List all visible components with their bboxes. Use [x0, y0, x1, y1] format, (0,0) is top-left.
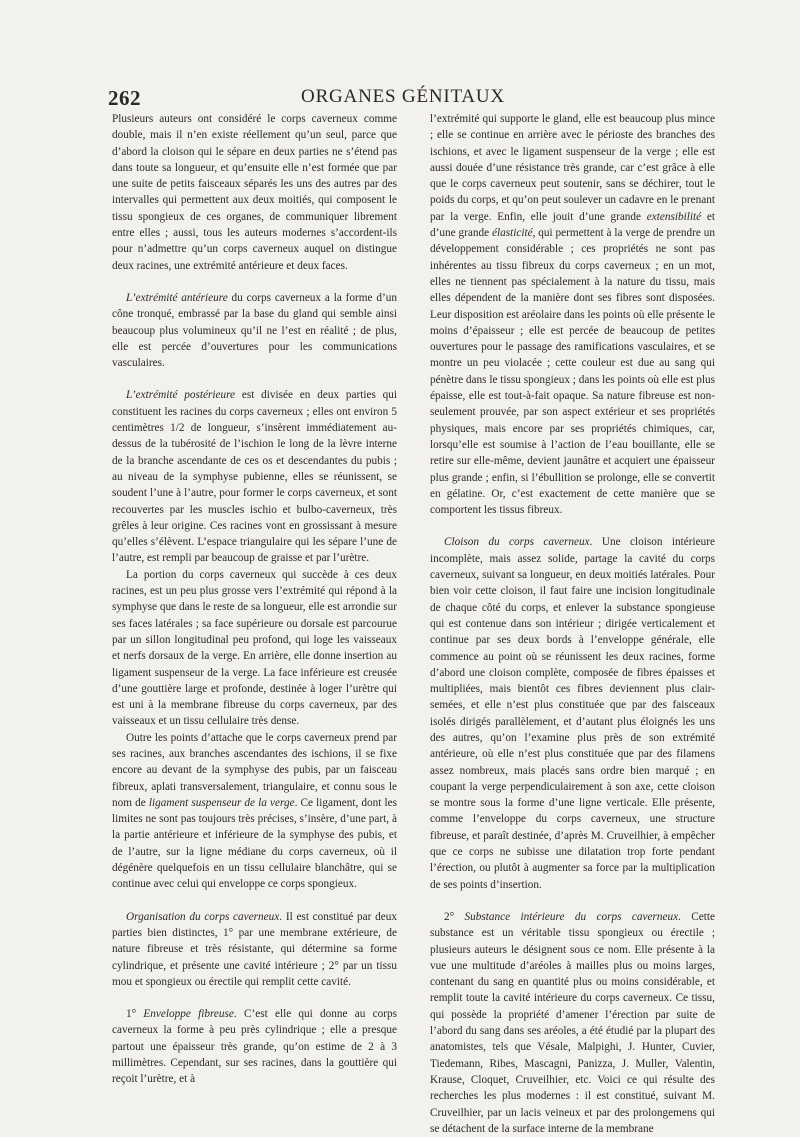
paragraph: L’extrémité postérieure est divisée en deux parties qui constituent les racines du corps caverneux ; elles ont environ 5 centimètres 1/2 de longueur, s’insèrent immédiatement au-dessus de la tubérosité de l’ischion le long de la lèvre interne de la branche ascendante de ces os et descendantes du pubis ; au niveau de la symphyse pubienne, elles se réunissent, se soudent l’une à l’autre, pour former le corps caverneux, et sont recouvertes par les muscles ischio et bulbo-caverneux, très grêles à leur origine. Ces racines vont en grossissant à mesure qu’elles s’élèvent. L’espace triangulaire qui les sépare l’une de l’autre, est rempli par beaucoup de graisse et par l’urètre. — [112, 389, 398, 565]
italic-term: extensibilité — [646, 210, 702, 223]
paragraph: l’extrémité qui supporte le gland, elle est beaucoup plus mince ; elle se continue en arrière avec le périoste des branches des ischions, et avec le ligament suspenseur de la verge ; elle est aussi douée d’une résistance très grande, car c’est grâce à elle que le corps caverneux peut soutenir, sans se déchirer, tout le poids du corps, et qu’on peut soulever un cadavre en le prenant par la verge. Enfin, elle jouit d’une grande extensibilité et d’une grande élasticité, qui permettent à la verge de prendre un développement considérable ; ces propriétés ne sont pas inhérentes au tissu fibreux du corps caverneux ; en un mot, elles ne tiennent pas spécialement à la nature du tissu, mais elles dépendent de la manière dont ses fibres sont disposées. Leur disposition est aréolaire dans les points où elle présente le moins d’épaisseur ; elle est percée de beaucoup de petites ouvertures pour le passage des ramifications vasculaires, et se montre un peu violacée ; cette couleur est due au sang qui pénètre dans le tissu spongieux ; dans les points où elle est plus épaisse, elle est tout-à-fait opaque. Sa nature fibreuse est non-seulement prouvée, par son aspect extérieur et ses propriétés physiques, mais encore par ses propriétés chimiques, car, lorsqu’elle est soumise à l’action de l’eau bouillante, elle se retire sur elle-même, devient jaunâtre et acquiert une épaisseur plus grande ; enfin, si l’ébullition se prolonge, elle se convertit en gélatine. Or, c’est exactement de cette manière que se comportent les tissus fibreux. — [430, 113, 716, 517]
italic-term: L’extrémité antérieure — [126, 291, 228, 304]
paragraph: Cloison du corps caverneux. Une cloison intérieure incomplète, mais assez solide, partage la cavité du corps caverneux, suivant sa longueur, en deux moitiés latérales. Pour bien voir cette cloison, il faut faire une incision longitudinale de chaque côté du corps, et enlever la substance spongieuse qui est contenue dans son intérieur ; dirigée verticalement et continue par ses deux bords à l’enveloppe générale, elle commence au point où se réunissent les deux racines, forme d’abord une cloison complète, composée de fibres épaisses et multipliées, mais bientôt ces fibres deviennent plus clair-semées, et elle n’est plus constituée que par des faisceaux isolés dirigés parallèlement, et d’autant plus éloignés les uns des autres, qu’on l’examine plus près de son extrémité antérieure, où elle n’est plus constituée que par des filamens assez nombreux, mais placés sans ordre bien marqué ; en coupant la verge perpendiculairement à son axe, cette cloison se montre sous la forme d’une ligne verticale. Elle présente, comme l’enveloppe du corps caverneux, une structure fibreuse, et paraît destinée, d’après M. Cruveilhier, à empêcher que ce corps ne subisse une dilatation trop forte pendant l’érection, ou plutôt à augmenter sa force par la multiplication de ses points d’insertion. — [430, 536, 716, 891]
left-column — [112, 111, 397, 1088]
italic-term: élasticité — [491, 227, 533, 240]
running-title: ORGANES GÉNITAUX — [301, 86, 505, 107]
paragraph: Plusieurs auteurs ont considéré le corps caverneux comme double, mais il n’en existe réellement qu’un seul, parce que d’abord la cloison qui le sépare en deux parties ne s’étend pas dans toute sa longueur, et qu’ensuite elle n’est formée que par une suite de petits faisceaux séparés les uns des autres par des intervalles qui permettent aux deux moitiés, qui composent le tissu spongieux de ces organes, de communiquer librement entre elles ; aussi, tous les auteurs modernes s’accordent-ils pour n’admettre qu’un corps caverneux auquel on distingue deux racines, une extrémité antérieure et deux faces. — [112, 113, 397, 272]
italic-term: L’extrémité postérieure — [126, 389, 236, 402]
italic-term: Enveloppe fibreuse — [143, 1008, 234, 1021]
italic-term: Organisation du corps caverneux — [126, 910, 280, 923]
paragraph: Organisation du corps caverneux. Il est constitué par deux parties bien distinctes, 1° par une membrane extérieure, de nature fibreuse et très résistante, qui détermine sa forme cylindrique, et présente une cavité intérieure ; 2° par un tissu mou et spongieux ou érectile qui remplit cette cavité. — [112, 910, 398, 988]
paragraph: L’extrémité antérieure du corps caverneux a la forme d’un cône tronqué, embrassé par la base du gland qui semble ainsi beaucoup plus volumineux qu’il ne l’est en réalité ; de plus, elle est percée d’ouvertures pour les communications vasculaires. — [112, 291, 397, 370]
paragraph: 1° Enveloppe fibreuse. C’est elle qui donne au corps caverneux la forme à peu près cylindrique ; elle a presque partout une épaisseur très grande, qu’on estime de 2 à 3 millimètres. Cependant, sur ses racines, dans la gouttière qui reçoit l’urètre, et à — [112, 1008, 398, 1086]
italic-term: Substance intérieure du corps caverneux — [464, 910, 679, 923]
page-header — [108, 86, 698, 110]
right-column — [430, 111, 715, 1137]
paragraph: La portion du corps caverneux qui succède à ces deux racines, est un peu plus grosse vers l’extrémité qui répond à la symphyse que dans le reste de sa longueur, elle est arrondie sur ses faces latérales ; sa face supérieure ou dorsale est parcourue par un sillon longitudinal peu profond, qui loge les vaisseaux et nerfs dorsaux de la verge. En arrière, elle donne insertion au ligament suspenseur de la verge. La face inférieure est creusée d’une gouttière large et profonde, destinée à loger l’urètre qui est uni à la membrane fibreuse du corps caverneux, par des vaisseaux et un tissu cellulaire très dense. — [112, 568, 397, 728]
italic-term: ligament suspenseur de la verge — [148, 796, 295, 809]
page-number: 262 — [108, 86, 141, 110]
italic-term: Cloison du corps caverneux — [444, 536, 590, 549]
paragraph: Outre les points d’attache que le corps caverneux prend par ses racines, aux branches ascendantes des ischions, il se fixe encore au devant de la symphyse des pubis, par un faisceau fibreux, aplati transversalement, triangulaire, et connu sous le nom de ligament suspenseur de la verge. Ce ligament, dont les limites ne sont pas toujours très précises, s’insère, d’une part, à la partie antérieure et inférieure de la symphyse des pubis, et de l’autre, sur la ligne médiane du corps caverneux, où il dégénère quelquefois en un tissu cellulaire blanchâtre, qui se continue avec celui qui enveloppe ce corps spongieux. — [112, 731, 397, 891]
paragraph: 2° Substance intérieure du corps caverneux. Cette substance est un véritable tissu spongieux ou érectile ; plusieurs auteurs le désignent sous ce nom. Elle présente à la vue une multitude d’aréoles à mailles plus ou moins larges, contenant du sang en quantité plus ou moins considérable, et remplit toute la cavité intérieure du corps caverneux. Ce tissu, qui possède la propriété d’amener l’érection par suite de l’abord du sang dans ses aréoles, a été étudié par la plupart des anatomistes, tels que Vésale, Malpighi, J. Hunter, Cuvier, Tiedemann, Ribes, Mascagni, Panizza, J. Muller, Valentin, Krause, Cloquet, Cruveilhier, etc. Voici ce qui résulte des recherches les plus modernes : il est constitué, suivant M. Cruveilhier, par un lacis veineux et par des prolongemens qui se détachent de la surface interne de la membrane — [430, 910, 716, 1135]
